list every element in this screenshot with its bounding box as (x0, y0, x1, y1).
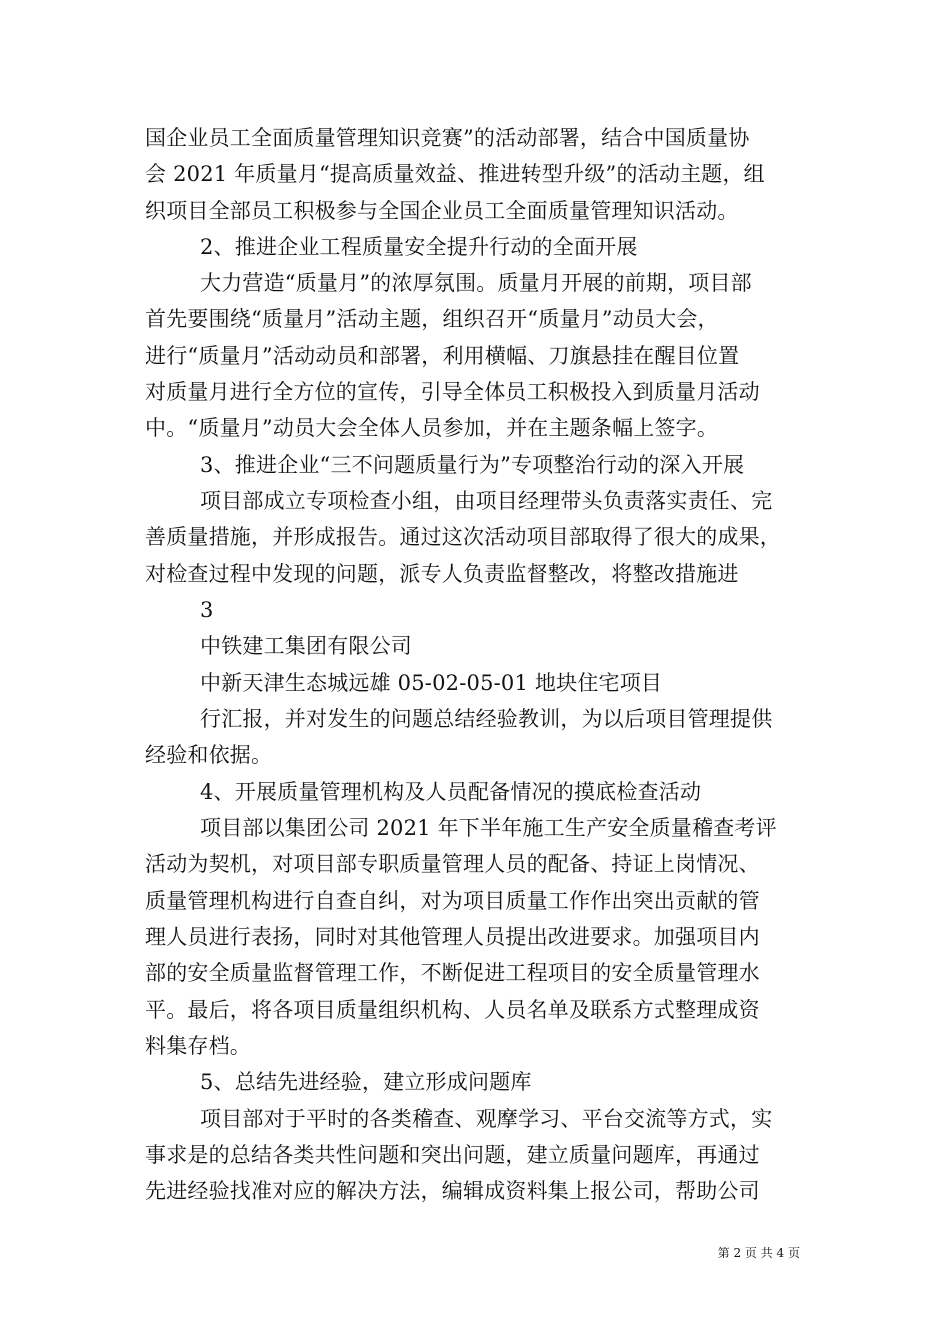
body-text-line: 事求是的总结各类共性问题和突出问题，建立质量问题库，再通过 (145, 1143, 760, 1167)
body-text-line: 项目部以集团公司 2021 年下半年施工生产安全质量稽查考评 (200, 816, 777, 840)
page-number-marker: 3 (200, 598, 214, 622)
body-text-line: 首先要围绕“质量月”活动主题，组织召开“质量月”动员大会， (145, 307, 719, 331)
body-text-line: 项目部对于平时的各类稽查、观摩学习、平台交流等方式，实 (200, 1107, 773, 1131)
body-text-line: 经验和依据。 (145, 743, 273, 767)
section-heading: 4、开展质量管理机构及人员配备情况的摸底检查活动 (200, 780, 702, 804)
section-heading: 2、推进企业工程质量安全提升行动的全面开展 (200, 235, 638, 259)
body-text-line: 部的安全质量监督管理工作，不断促进工程项目的安全质量管理水 (145, 961, 760, 985)
body-text-line: 平。最后，将各项目质量组织机构、人员名单及联系方式整理成资 (145, 998, 760, 1022)
body-text-line: 善质量措施，并形成报告。通过这次活动项目部取得了很大的成果， (145, 525, 781, 549)
company-name: 中铁建工集团有限公司 (200, 634, 412, 658)
body-text-line: 质量管理机构进行自查自纠，对为项目质量工作作出突出贡献的管 (145, 889, 760, 913)
body-text-line: 中。“质量月”动员大会全体人员参加，并在主题条幅上签字。 (145, 416, 719, 440)
body-text-line: 对质量月进行全方位的宣传，引导全体员工积极投入到质量月活动 (145, 380, 760, 404)
section-heading: 5、总结先进经验，建立形成问题库 (200, 1070, 532, 1094)
body-text-line: 行汇报，并对发生的问题总结经验教训，为以后项目管理提供 (200, 707, 773, 731)
body-text-line: 对检查过程中发现的问题，派专人负责监督整改，将整改措施进 (145, 562, 739, 586)
project-name: 中新天津生态城远雄 05-02-05-01 地块住宅项目 (200, 671, 663, 695)
body-text-line: 进行“质量月”活动动员和部署，利用横幅、刀旗悬挂在醒目位置 (145, 344, 740, 368)
body-text-line: 先进经验找准对应的解决方法，编辑成资料集上报公司，帮助公司 (145, 1179, 760, 1203)
body-text-line: 活动为契机，对项目部专职质量管理人员的配备、持证上岗情况、 (145, 852, 760, 876)
body-text-line: 理人员进行表扬，同时对其他管理人员提出改进要求。加强项目内 (145, 925, 760, 949)
body-text-line: 大力营造“质量月”的浓厚氛围。质量月开展的前期，项目部 (200, 271, 752, 295)
body-text-line: 织项目全部员工积极参与全国企业员工全面质量管理知识活动。 (145, 199, 739, 223)
body-text-line: 会 2021 年质量月“提高质量效益、推进转型升级”的活动主题，组 (145, 162, 765, 186)
body-text-line: 项目部成立专项检查小组，由项目经理带头负责落实责任、完 (200, 489, 773, 513)
page-footer: 第 2 页 共 4 页 (717, 1246, 800, 1260)
body-text-line: 国企业员工全面质量管理知识竞赛”的活动部署，结合中国质量协 (145, 126, 750, 150)
section-heading: 3、推进企业“三不问题质量行为”专项整治行动的深入开展 (200, 453, 745, 477)
body-text-line: 料集存档。 (145, 1034, 251, 1058)
